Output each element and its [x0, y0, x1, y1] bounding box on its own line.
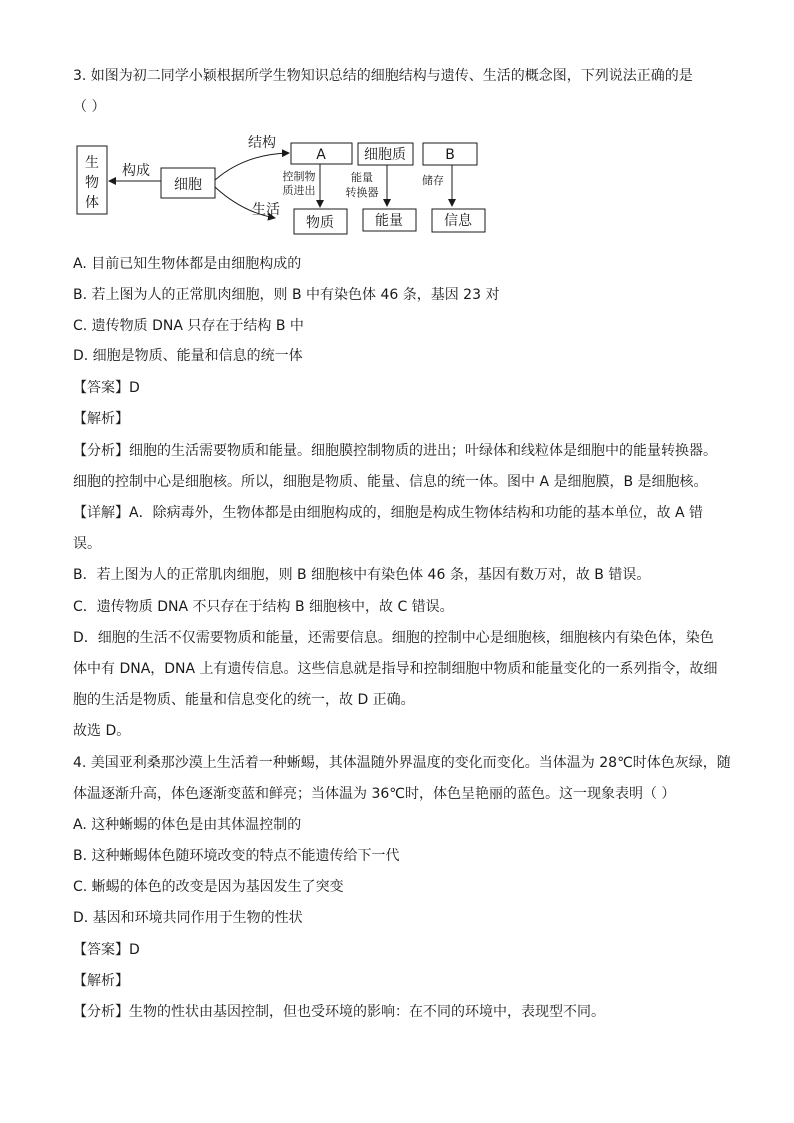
q3-analysis-line: C．遗传物质 DNA 不只存在于结构 B 细胞核中，故 C 错误。 [73, 599, 454, 615]
q3-option-a: A. 目前已知生物体都是由细胞构成的 [73, 256, 302, 272]
q3-answer: 【答案】D [73, 380, 140, 396]
control-label-2: 质进出 [282, 184, 316, 197]
q3-stem-line1: 3. 如图为初二同学小颖根据所学生物知识总结的细胞结构与遗传、生活的概念图，下列说法正确的是 [73, 68, 693, 84]
structure-arrow [215, 153, 289, 180]
organism-label-1: 生 [85, 155, 99, 171]
q3-analysis-line: 胞的生活是物质、能量和信息变化的统一，故 D 正确。 [73, 692, 415, 708]
organism-label-2: 物 [85, 175, 99, 191]
q3-analysis-line: 故选 D。 [73, 723, 131, 739]
q4-stem-line1: 4. 美国亚利桑那沙漠上生活着一种蜥蜴，其体温随外界温度的变化而变化。当体温为 28℃时体色灰绿，随 [73, 755, 731, 771]
energy-converter-label-2: 转换器 [345, 186, 379, 199]
q3-analysis-line: 【分析】细胞的生活需要物质和能量。细胞膜控制物质的进出；叶绿体和线粒体是细胞中的能量转换器。 [73, 443, 717, 459]
energy-label: 能量 [375, 213, 403, 229]
cytoplasm-label: 细胞质 [364, 147, 406, 163]
q3-concept-diagram [70, 132, 490, 240]
q4-stem-line2: 体温逐渐升高，体色逐渐变蓝和鲜亮；当体温为 36℃时，体色呈艳丽的蓝色。这一现象表明（ ） [73, 786, 676, 802]
q3-option-c: C. 遗传物质 DNA 只存在于结构 B 中 [73, 318, 304, 334]
q3-analysis-line: 细胞的控制中心是细胞核。所以，细胞是物质、能量、信息的统一体。图中 A 是细胞膜，B 是细胞核。 [73, 474, 708, 490]
energy-converter-label-1: 能量 [351, 171, 373, 184]
q4-answer: 【答案】D [73, 942, 140, 958]
info-label: 信息 [444, 213, 472, 229]
store-label: 储存 [422, 174, 444, 187]
q4-option-a: A. 这种蜥蜴的体色是由其体温控制的 [73, 817, 302, 833]
box-a-label: A [316, 147, 326, 163]
structure-label: 结构 [248, 135, 276, 151]
q4-analysis-title: 【解析】 [73, 973, 129, 989]
q3-analysis-line: 误。 [73, 536, 101, 552]
q3-analysis-line: 体中有 DNA，DNA 上有遗传信息。这些信息就是指导和控制细胞中物质和能量变化的一系列指令，故细 [73, 661, 718, 677]
q4-option-b: B. 这种蜥蜴体色随环境改变的特点不能遗传给下一代 [73, 848, 400, 864]
q3-option-d: D. 细胞是物质、能量和信息的统一体 [73, 348, 303, 364]
q3-analysis-line: 【详解】A．除病毒外，生物体都是由细胞构成的，细胞是构成生物体结构和功能的基本单位，故 A 错 [73, 505, 704, 521]
q3-option-b: B. 若上图为人的正常肌肉细胞，则 B 中有染色体 46 条，基因 23 对 [73, 287, 500, 303]
cell-label: 细胞 [174, 177, 202, 193]
q3-analysis-line: B．若上图为人的正常肌肉细胞，则 B 细胞核中有染色体 46 条，基因有数万对，故 B 错误。 [73, 567, 651, 583]
q4-option-c: C. 蜥蜴的体色的改变是因为基因发生了突变 [73, 879, 344, 895]
q4-analysis-line: 【分析】生物的性状由基因控制，但也受环境的影响：在不同的环境中，表现型不同。 [73, 1004, 605, 1020]
q3-analysis-line: D．细胞的生活不仅需要物质和能量，还需要信息。细胞的控制中心是细胞核，细胞核内有染色体，染色 [73, 630, 714, 646]
matter-label: 物质 [306, 215, 334, 231]
q3-analysis-title: 【解析】 [73, 411, 129, 427]
q3-stem-line2: （ ） [73, 99, 106, 115]
control-label-1: 控制物 [282, 170, 316, 183]
box-b-label: B [445, 147, 455, 163]
q4-option-d: D. 基因和环境共同作用于生物的性状 [73, 910, 303, 926]
life-label: 生活 [252, 202, 280, 218]
organism-label-3: 体 [85, 195, 99, 211]
constitute-label: 构成 [122, 163, 150, 179]
